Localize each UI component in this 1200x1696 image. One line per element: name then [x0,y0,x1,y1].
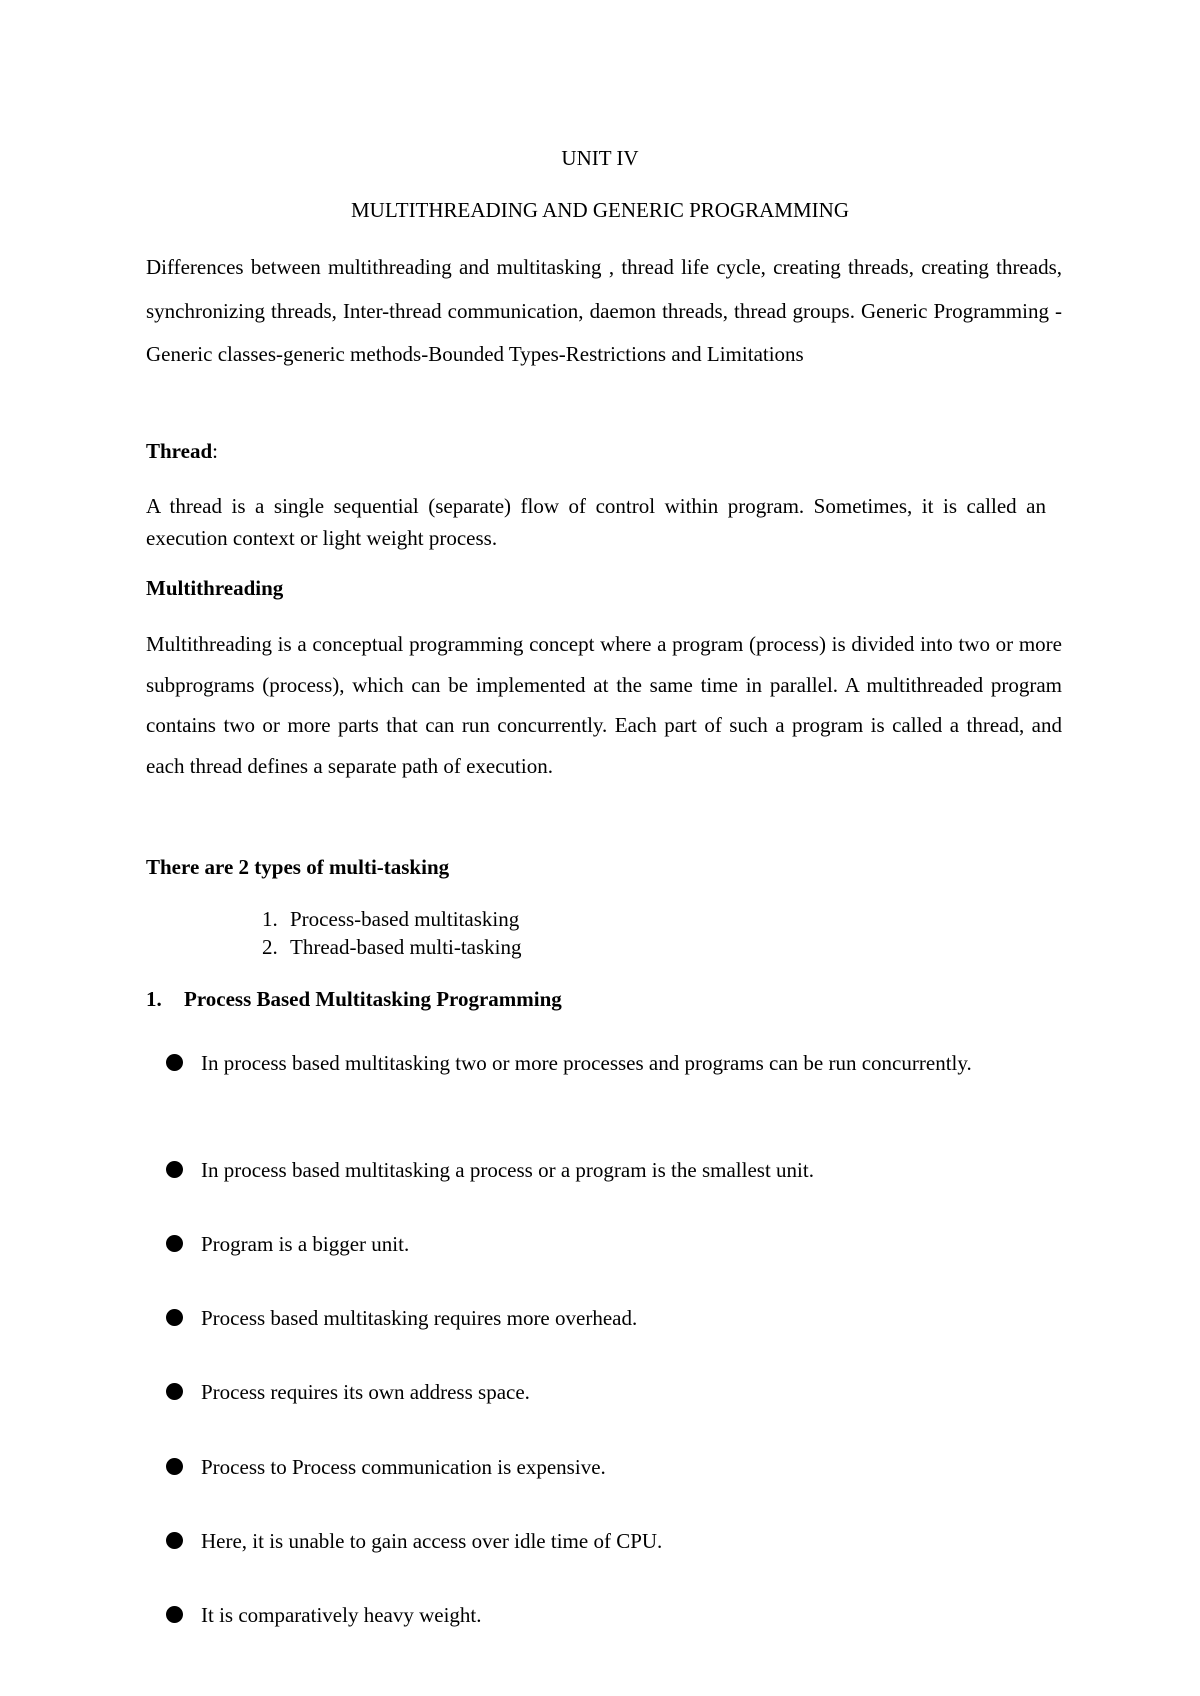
bullet-dot-icon [166,1383,183,1400]
bullet-item [166,1144,1026,1196]
list-item [262,906,522,934]
bullet-dot-icon [166,1309,183,1326]
list-item-number: 1. [262,907,278,931]
section-number: 1. [146,987,162,1011]
section-heading: Process Based Multitasking Programming [184,987,562,1011]
list-item-number: 2. [262,934,278,959]
bullet-dot-icon [166,1054,183,1071]
bullet-text: Here, it is unable to gain access over idle time of CPU. [201,1529,663,1553]
process-based-heading [146,987,1062,1012]
bullet-dot-icon [166,1458,183,1475]
bullet-text: It is comparatively heavy weight. [201,1603,482,1627]
bullet-text: In process based multitasking a process or a program is the smallest unit. [201,1158,814,1182]
thread-paragraph: A thread is a single sequential (separate) flow of control within program. Sometimes, it is called an execution context or light weight process. [146,494,1046,550]
bullet-dot-icon [166,1235,183,1252]
list-item [262,934,522,962]
unit-label: UNIT IV [561,146,639,170]
thread-heading: Thread [146,439,213,463]
bullet-item [166,1218,1026,1270]
bullet-item [166,1292,1026,1344]
syllabus-paragraph: Differences between multithreading and multitasking , thread life cycle, creating threads, creating threads, synchronizing threads, Inter-thread communication, daemon threads, thread groups. Generic Programming - Generic classes-generic methods-Bounded Types-Restrictions and Limitations [146,255,1062,366]
types-heading: There are 2 types of multi-tasking [146,855,450,879]
types-list [262,906,522,961]
multithreading-heading: Multithreading [146,576,284,600]
thread-heading-colon: : [212,439,218,463]
bullet-dot-icon [166,1532,183,1549]
bullet-text: Process based multitasking requires more overhead. [201,1306,638,1330]
bullet-text: Program is a bigger unit. [201,1232,410,1256]
bullet-item [166,1366,1026,1418]
list-item-label: Thread-based multi-tasking [290,934,522,959]
bullet-text: In process based multitasking two or more processes and programs can be run concurrently. [201,1051,972,1075]
thread-heading-line [146,439,1062,464]
bullet-dot-icon [166,1606,183,1623]
bullet-text: Process to Process communication is expensive. [201,1455,606,1479]
bullet-item [166,1037,1026,1089]
page-title: MULTITHREADING AND GENERIC PROGRAMMING [351,198,849,222]
bullet-item [166,1515,1026,1567]
bullet-dot-icon [166,1161,183,1178]
list-item-label: Process-based multitasking [290,907,520,931]
bullet-item [166,1589,1026,1641]
bullet-item [166,1441,1026,1493]
bullet-text: Process requires its own address space. [201,1380,530,1404]
multithreading-paragraph: Multithreading is a conceptual programming concept where a program (process) is divided into two or more subprograms (process), which can be implemented at the same time in parallel. A multithreaded program contains two or more parts that can run concurrently. Each part of such a program is called a thread, and each thread defines a separate path of execution. [146,632,1062,778]
